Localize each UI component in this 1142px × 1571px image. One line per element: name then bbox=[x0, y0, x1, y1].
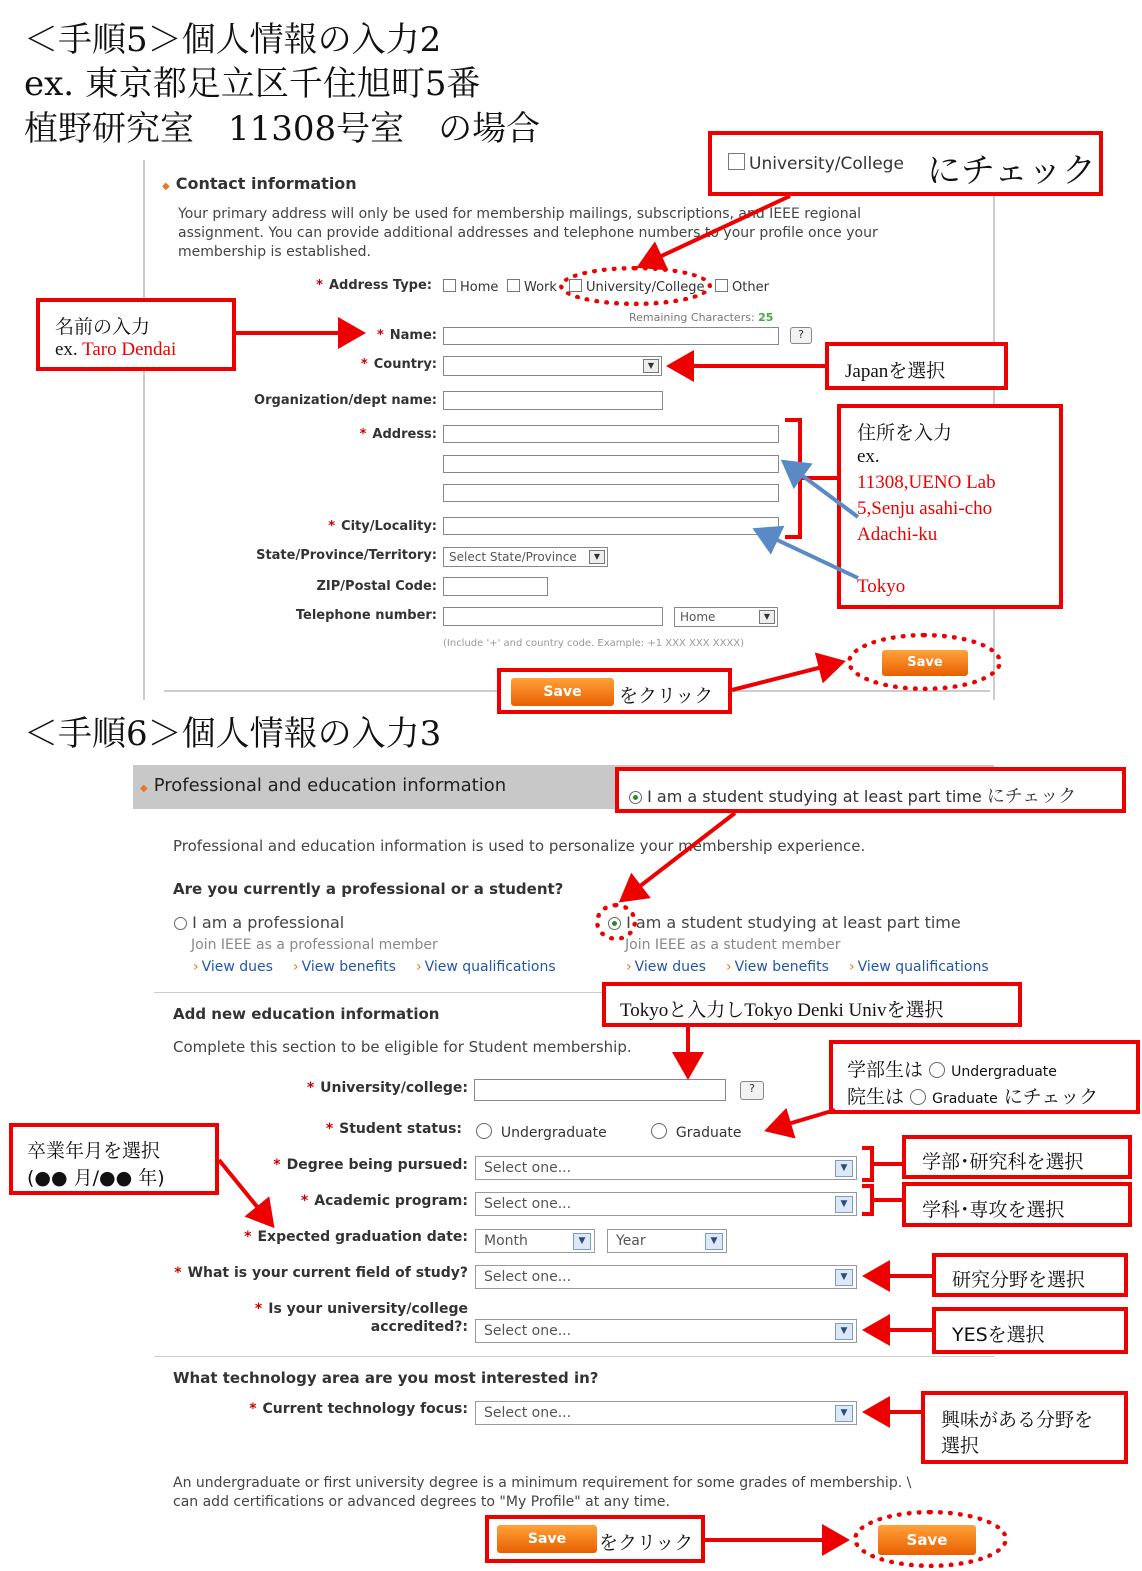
bracket bbox=[862, 1186, 872, 1214]
save-button-sample: Save bbox=[497, 1525, 597, 1553]
field-of-study-select[interactable]: Select one... ▼ bbox=[475, 1265, 857, 1289]
professional-sub: Join IEEE as a professional member bbox=[191, 937, 438, 953]
chevron-down-icon[interactable]: ▼ bbox=[835, 1196, 853, 1213]
student-view-dues-link[interactable]: › View dues bbox=[626, 959, 706, 975]
bracket bbox=[862, 1148, 872, 1180]
radio-icon bbox=[929, 1062, 945, 1078]
country-select[interactable] bbox=[443, 356, 662, 376]
student-view-qualifications-link[interactable]: › View qualifications bbox=[849, 959, 989, 975]
status-graduate[interactable]: Graduate bbox=[651, 1123, 742, 1141]
contact-description: Your primary address will only be used for membership mailings, subscriptions, and IEEE regional assignment. You can provide additional addresses and telephone numbers to your profile once your membership is established. bbox=[178, 206, 878, 260]
step5-title-line1: ＜手順5＞個人情報の入力2 bbox=[24, 20, 442, 60]
university-help-button[interactable]: ? bbox=[740, 1081, 764, 1100]
degree-label: * Degree being pursued: bbox=[273, 1157, 468, 1173]
address-line3-input[interactable] bbox=[443, 484, 779, 502]
edu-title: Add new education information bbox=[173, 1005, 440, 1023]
chevron-down-icon[interactable]: ▼ bbox=[573, 1233, 591, 1250]
radio-selected-icon bbox=[629, 791, 642, 804]
chevron-down-icon[interactable]: ▼ bbox=[835, 1160, 853, 1177]
professional-description: Professional and education information is used to personalize your membership experience. bbox=[173, 837, 866, 855]
graduation-label: * Expected graduation date: bbox=[244, 1229, 468, 1245]
annotation-save-click-2: Save をクリック bbox=[485, 1515, 705, 1563]
state-label: State/Province/Territory: bbox=[256, 548, 437, 563]
divider bbox=[154, 1356, 994, 1357]
footer-note-line1: An undergraduate or first university degree is a minimum requirement for some grades of membership. \ bbox=[173, 1475, 912, 1491]
student-option[interactable]: I am a student studying at least part time bbox=[608, 913, 961, 932]
save-button-sample: Save bbox=[511, 678, 614, 706]
address-line2-input[interactable] bbox=[443, 455, 779, 473]
radio-icon[interactable] bbox=[476, 1123, 492, 1139]
annotation-accredited: YESを選択 bbox=[932, 1307, 1128, 1354]
step5-title-line2: ex. 東京都足立区千住旭町5番 bbox=[24, 64, 481, 104]
address-line1-input[interactable] bbox=[443, 425, 779, 443]
city-input[interactable] bbox=[443, 517, 779, 535]
edu-description: Complete this section to be eligible for Student membership. bbox=[173, 1038, 632, 1056]
name-label: * Name: bbox=[376, 328, 437, 343]
footer-note-line2: can add certifications or advanced degrees to "My Profile" at any time. bbox=[173, 1494, 670, 1510]
annotation-country: Japanを選択 bbox=[825, 342, 1008, 390]
chevron-down-icon[interactable]: ▼ bbox=[589, 550, 605, 564]
annotation-save-click: Save をクリック bbox=[497, 668, 732, 714]
checkbox-icon[interactable] bbox=[715, 279, 728, 292]
org-input[interactable] bbox=[443, 391, 663, 410]
checkbox-icon bbox=[728, 153, 745, 170]
address-type-home[interactable]: Home bbox=[443, 279, 498, 295]
annotation-student-status: 学部生は Undergraduate 院生は Graduate にチェック bbox=[829, 1040, 1140, 1114]
technology-focus-label: * Current technology focus: bbox=[249, 1401, 468, 1417]
professional-view-benefits-link[interactable]: › View benefits bbox=[293, 959, 396, 975]
student-status-label: * Student status: bbox=[325, 1121, 462, 1137]
field-of-study-label: * What is your current field of study? bbox=[174, 1265, 468, 1281]
university-label: * University/college: bbox=[306, 1080, 468, 1096]
graduation-month-select[interactable]: Month ▼ bbox=[475, 1229, 595, 1253]
professional-student-question: Are you currently a professional or a student? bbox=[173, 880, 564, 898]
technology-question: What technology area are you most interested in? bbox=[173, 1369, 599, 1387]
professional-save-button[interactable]: Save bbox=[878, 1525, 976, 1555]
arrow bbox=[768, 1110, 835, 1130]
program-select[interactable]: Select one... ▼ bbox=[475, 1192, 857, 1216]
remaining-characters: Remaining Characters: 25 bbox=[629, 311, 774, 324]
radio-icon[interactable] bbox=[651, 1123, 667, 1139]
university-highlight-ellipse bbox=[559, 266, 712, 306]
name-help-button[interactable]: ? bbox=[790, 327, 812, 344]
zip-input[interactable] bbox=[443, 577, 548, 596]
accredited-label-line2: accredited?: bbox=[370, 1319, 468, 1335]
telephone-label: Telephone number: bbox=[295, 608, 437, 623]
checkbox-icon[interactable] bbox=[507, 279, 520, 292]
professional-view-qualifications-link[interactable]: › View qualifications bbox=[416, 959, 556, 975]
org-label: Organization/dept name: bbox=[254, 393, 437, 408]
annotation-program: 学科･専攻を選択 bbox=[902, 1182, 1132, 1227]
chevron-down-icon[interactable]: ▼ bbox=[835, 1323, 853, 1340]
zip-label: ZIP/Postal Code: bbox=[316, 579, 437, 594]
diamond-icon: ◆ bbox=[162, 181, 170, 192]
chevron-down-icon[interactable]: ▼ bbox=[705, 1233, 723, 1250]
telephone-input[interactable] bbox=[443, 607, 663, 626]
contact-save-button[interactable]: Save bbox=[882, 650, 968, 676]
university-input[interactable] bbox=[474, 1079, 726, 1101]
student-sub: Join IEEE as a student member bbox=[625, 937, 841, 953]
technology-focus-select[interactable]: Select one... ▼ bbox=[475, 1401, 857, 1425]
radio-icon bbox=[910, 1089, 926, 1105]
address-type-work[interactable]: Work bbox=[507, 279, 557, 295]
annotation-student-check: I am a student studying at least part time にチェック bbox=[615, 767, 1126, 813]
annotation-degree: 学部･研究科を選択 bbox=[902, 1135, 1132, 1179]
student-view-benefits-link[interactable]: › View benefits bbox=[726, 959, 829, 975]
country-label: * Country: bbox=[360, 357, 437, 372]
annotation-graduation: 卒業年月を選択 (●● 月/●● 年) bbox=[9, 1123, 219, 1195]
annotation-university-check: University/College にチェック bbox=[708, 131, 1103, 196]
status-undergraduate[interactable]: Undergraduate bbox=[476, 1123, 607, 1141]
program-label: * Academic program: bbox=[300, 1193, 468, 1209]
professional-option[interactable]: I am a professional bbox=[174, 913, 344, 932]
professional-section-title: ◆ Professional and education information bbox=[140, 775, 507, 796]
contact-section-title: ◆ Contact information bbox=[162, 174, 357, 193]
graduation-year-select[interactable]: Year ▼ bbox=[607, 1229, 727, 1253]
annotation-address: 住所を入力 ex. 11308,UENO Lab 5,Senju asahi-cho Adachi-ku Tokyo bbox=[837, 404, 1063, 609]
address-label: * Address: bbox=[359, 427, 437, 442]
annotation-technology: 興味がある分野を 選択 bbox=[921, 1391, 1128, 1464]
chevron-down-icon[interactable]: ▼ bbox=[835, 1269, 853, 1286]
checkbox-icon[interactable] bbox=[443, 279, 456, 292]
name-input[interactable] bbox=[443, 327, 779, 345]
telephone-type-select[interactable]: Home ▼ bbox=[674, 607, 778, 627]
arrow bbox=[622, 813, 735, 900]
degree-select[interactable]: Select one... ▼ bbox=[475, 1156, 857, 1180]
state-select[interactable]: Select State/Province ▼ bbox=[443, 547, 608, 567]
step5-title-line3: 植野研究室 11308号室 の場合 bbox=[24, 109, 541, 149]
annotation-field: 研究分野を選択 bbox=[932, 1253, 1128, 1297]
save-highlight-ellipse bbox=[853, 1510, 1008, 1568]
annotation-tokyo: Tokyoと入力しTokyo Denki Univを選択 bbox=[602, 982, 1022, 1027]
telephone-hint: (Include '+' and country code. Example: +1 XXX XXX XXXX) bbox=[443, 638, 745, 649]
student-radio-highlight bbox=[595, 903, 637, 941]
diamond-icon: ◆ bbox=[140, 783, 148, 794]
professional-view-dues-link[interactable]: › View dues bbox=[193, 959, 273, 975]
accredited-label-line1: * Is your university/college bbox=[254, 1301, 468, 1317]
step6-title: ＜手順6＞個人情報の入力3 bbox=[24, 714, 442, 754]
address-type-other[interactable]: Other bbox=[715, 279, 769, 295]
address-type-label: * Address Type: bbox=[316, 278, 432, 293]
chevron-down-icon[interactable]: ▼ bbox=[835, 1405, 853, 1422]
save-highlight-ellipse bbox=[847, 633, 1002, 691]
radio-icon[interactable] bbox=[174, 917, 187, 930]
accredited-select[interactable]: Select one... ▼ bbox=[475, 1319, 857, 1343]
chevron-down-icon[interactable]: ▼ bbox=[759, 610, 775, 624]
annotation-name: 名前の入力 ex. Taro Dendai bbox=[36, 298, 236, 371]
chevron-down-icon[interactable]: ▼ bbox=[643, 359, 659, 373]
city-label: * City/Locality: bbox=[328, 519, 437, 534]
address-type-university[interactable]: University/College bbox=[569, 279, 704, 295]
